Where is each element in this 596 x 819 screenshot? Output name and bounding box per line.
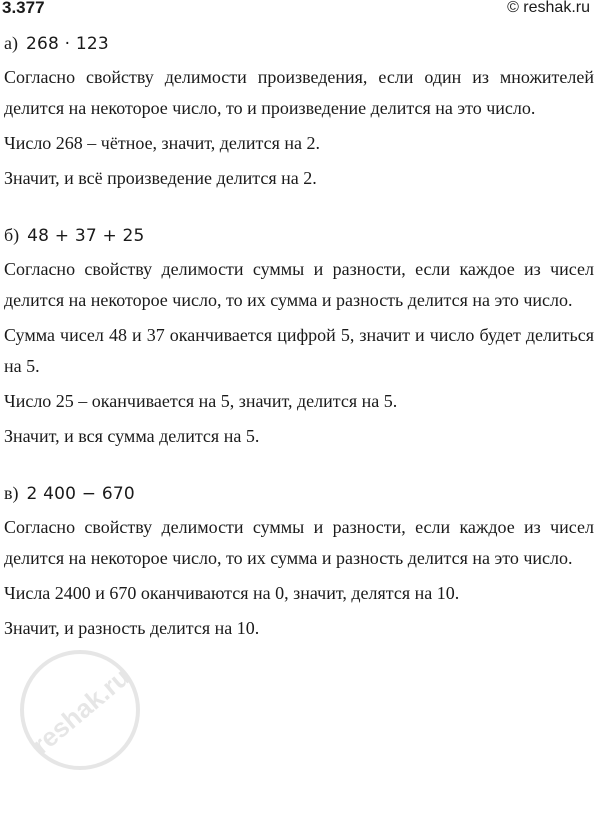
paragraph: Значит, и вся сумма делится на 5.	[4, 426, 260, 446]
expression-c	[4, 480, 594, 506]
math-expression: 268 · 123	[25, 34, 109, 54]
paragraph: Числа 2400 и 670 оканчиваются на 0, значит, делятся на 10.	[4, 583, 460, 603]
expression-a	[4, 30, 594, 56]
watermark-text: reshak.ru	[26, 661, 136, 760]
section-letter: а)	[4, 33, 18, 53]
site-brand: © reshak.ru	[507, 0, 590, 16]
paragraph: Согласно свойству делимости произведения, если один из множителей делится на некоторое число, то и произведение делится на это число.	[4, 67, 594, 118]
section-letter: б)	[4, 225, 20, 245]
paragraph: Значит, и всё произведение делится на 2.	[4, 168, 317, 188]
expression-b	[4, 222, 594, 248]
section-letter: в)	[4, 483, 19, 503]
paragraph: Значит, и разность делится на 10.	[4, 618, 260, 638]
paragraph: Число 25 – оканчивается на 5, значит, делится на 5.	[4, 391, 398, 411]
math-expression: 48 + 37 + 25	[27, 226, 145, 246]
paragraph: Сумма чисел 48 и 37 оканчивается цифрой 5, значит и число будет делиться на 5.	[4, 325, 594, 376]
section-a	[4, 30, 594, 194]
section-c	[4, 480, 594, 644]
watermark-logo	[10, 640, 150, 780]
paragraph: Согласно свойству делимости суммы и разности, если каждое из чисел делится на некоторое число, то их сумма и разность делится на это число.	[4, 517, 594, 568]
problem-number: 3.377	[2, 0, 45, 17]
solution-document	[4, 30, 594, 648]
section-b	[4, 222, 594, 452]
paragraph: Согласно свойству делимости суммы и разности, если каждое из чисел делится на некоторое число, то их сумма и разность делится на это число.	[4, 259, 594, 310]
math-expression: 2 400 − 670	[26, 484, 135, 504]
paragraph: Число 268 – чётное, значит, делится на 2.	[4, 133, 321, 153]
